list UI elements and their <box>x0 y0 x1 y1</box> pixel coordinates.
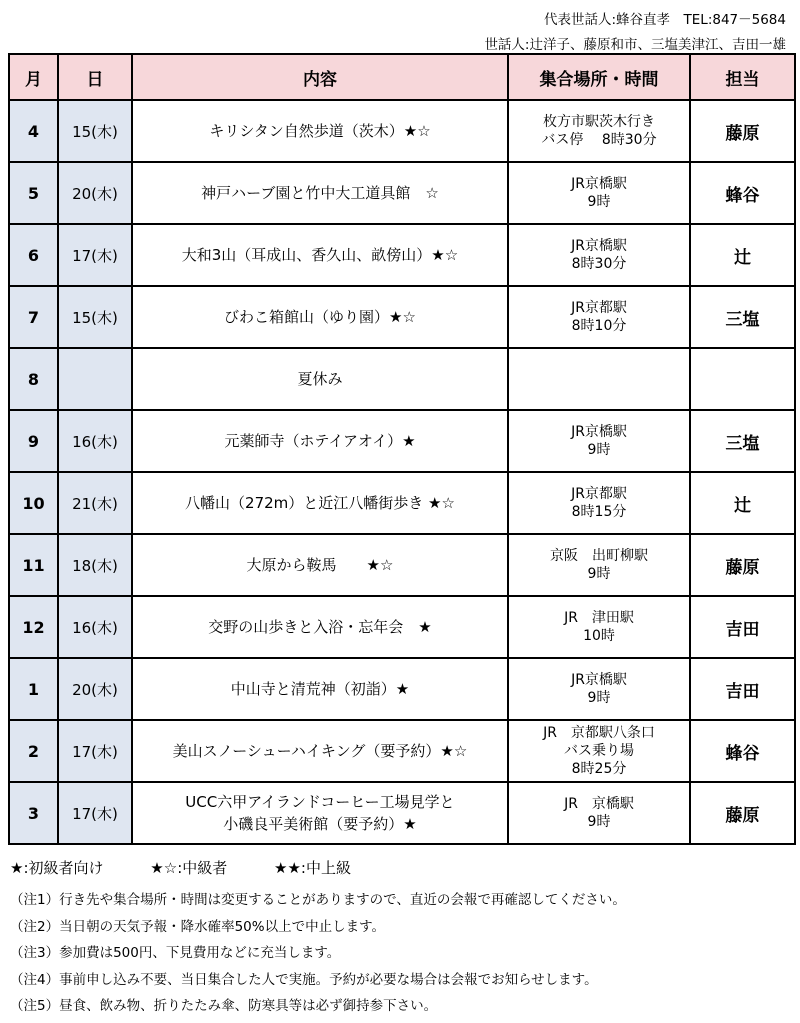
content-cell <box>132 534 508 596</box>
content-cell <box>132 410 508 472</box>
place-time-line: 8時15分 <box>571 504 627 520</box>
table-row <box>9 100 795 162</box>
place-time-cell <box>508 596 690 658</box>
month-cell: 1 <box>9 658 58 720</box>
content-cell <box>132 720 508 782</box>
place-time-cell <box>508 162 690 224</box>
month-cell: 8 <box>9 348 58 410</box>
place-time-line: 8時25分 <box>571 761 627 777</box>
place-time-cell <box>508 410 690 472</box>
person-cell: 藤原 <box>690 782 795 844</box>
place-time-line: 9時 <box>587 814 611 830</box>
content-line: UCC六甲アイランドコーヒー工場見学と <box>185 793 455 811</box>
person-cell: 三塩 <box>690 286 795 348</box>
content-cell <box>132 348 508 410</box>
table-row <box>9 782 795 844</box>
content-line: 神戸ハーブ園と竹中大工道具館 ☆ <box>201 184 439 202</box>
day-cell: 15(木) <box>58 100 132 162</box>
day-cell: 17(木) <box>58 224 132 286</box>
place-time-line: 8時30分 <box>571 256 627 272</box>
table-row <box>9 720 795 782</box>
table-header-row <box>9 54 795 100</box>
day-cell: 17(木) <box>58 720 132 782</box>
content-line: 中山寺と清荒神（初詣）★ <box>230 680 410 698</box>
table-row <box>9 596 795 658</box>
place-time-line: 枚方市駅茨木行き <box>543 114 655 130</box>
col-header-month: 月 <box>9 54 58 100</box>
place-time-line: JR京都駅 <box>571 486 627 502</box>
person-cell: 藤原 <box>690 534 795 596</box>
place-time-line: JR京橋駅 <box>571 176 627 192</box>
place-time-line: 8時10分 <box>571 318 627 334</box>
place-time-line: バス乗り場 <box>564 743 634 759</box>
place-time-line: 10時 <box>583 628 615 644</box>
table-row <box>9 472 795 534</box>
table-row <box>9 658 795 720</box>
place-time-cell <box>508 100 690 162</box>
place-time-line: JR 京都駅八条口 <box>543 725 655 741</box>
content-line: 夏休み <box>297 370 343 388</box>
content-line: 大原から鞍馬 ★☆ <box>246 556 394 574</box>
col-header-content: 内容 <box>132 54 508 100</box>
content-line: 小磯良平美術館（要予約）★ <box>223 815 417 833</box>
day-cell: 16(木) <box>58 596 132 658</box>
table-row <box>9 348 795 410</box>
content-cell <box>132 596 508 658</box>
place-time-cell <box>508 286 690 348</box>
month-cell: 4 <box>9 100 58 162</box>
table-row <box>9 410 795 472</box>
person-cell: 三塩 <box>690 410 795 472</box>
person-cell: 辻 <box>690 224 795 286</box>
content-cell <box>132 472 508 534</box>
content-cell <box>132 286 508 348</box>
content-cell <box>132 782 508 844</box>
place-time-cell <box>508 472 690 534</box>
place-time-cell <box>508 658 690 720</box>
person-cell: 吉田 <box>690 658 795 720</box>
day-cell: 18(木) <box>58 534 132 596</box>
representative-line: 代表世話人:蜂谷直孝 TEL:847－5684 <box>543 12 786 28</box>
day-cell: 15(木) <box>58 286 132 348</box>
place-time-line: バス停 8時30分 <box>541 132 657 148</box>
col-header-person: 担当 <box>690 54 795 100</box>
place-time-line: JR京橋駅 <box>571 672 627 688</box>
month-cell: 12 <box>9 596 58 658</box>
place-time-cell <box>508 720 690 782</box>
note-5: （注5）昼食、飲み物、折りたたみ傘、防寒具等は必ず御持参下さい。 <box>10 998 438 1014</box>
day-cell: 20(木) <box>58 162 132 224</box>
person-cell: 蜂谷 <box>690 720 795 782</box>
place-time-line: 9時 <box>587 566 611 582</box>
day-cell: 17(木) <box>58 782 132 844</box>
place-time-line: JR京橋駅 <box>571 424 627 440</box>
place-time-line: 9時 <box>587 690 611 706</box>
content-cell <box>132 658 508 720</box>
person-cell <box>690 348 795 410</box>
schedule-table <box>8 53 796 845</box>
note-2: （注2）当日朝の天気予報・降水確率50%以上で中止します。 <box>10 918 386 935</box>
month-cell: 9 <box>9 410 58 472</box>
month-cell: 7 <box>9 286 58 348</box>
place-time-line: 9時 <box>587 194 611 210</box>
table-row <box>9 534 795 596</box>
place-time-line: JR 津田駅 <box>564 610 634 626</box>
legend-intermediate: ★☆:中級者 <box>150 859 228 877</box>
day-cell <box>58 348 132 410</box>
content-line: 大和3山（耳成山、香久山、畝傍山）★☆ <box>181 246 459 264</box>
place-time-line: JR京都駅 <box>571 300 627 316</box>
content-cell <box>132 100 508 162</box>
place-time-line: JR京橋駅 <box>571 238 627 254</box>
content-line: 元薬師寺（ホテイアオイ）★ <box>224 432 416 450</box>
person-cell: 吉田 <box>690 596 795 658</box>
place-time-line: JR 京橋駅 <box>564 796 634 812</box>
table-row <box>9 224 795 286</box>
content-line: 交野の山歩きと入浴・忘年会 ★ <box>208 618 432 636</box>
month-cell: 11 <box>9 534 58 596</box>
content-line: キリシタン自然歩道（茨木）★☆ <box>209 122 431 140</box>
month-cell: 2 <box>9 720 58 782</box>
person-cell: 藤原 <box>690 100 795 162</box>
person-cell: 蜂谷 <box>690 162 795 224</box>
col-header-place-time: 集合場所・時間 <box>508 54 690 100</box>
legend-beginner: ★:初級者向け <box>10 859 104 877</box>
notes <box>10 887 792 1020</box>
content-cell <box>132 162 508 224</box>
person-cell: 辻 <box>690 472 795 534</box>
month-cell: 10 <box>9 472 58 534</box>
caretakers-line: 世話人:辻洋子、藤原和市、三塩美津江、吉田一雄 <box>484 37 786 53</box>
place-time-cell <box>508 224 690 286</box>
place-time-line: 京阪 出町柳駅 <box>550 548 648 564</box>
note-3: （注3）参加費は500円、下見費用などに充当します。 <box>10 945 341 961</box>
table-row <box>9 286 795 348</box>
day-cell: 16(木) <box>58 410 132 472</box>
place-time-cell <box>508 782 690 844</box>
month-cell: 6 <box>9 224 58 286</box>
day-cell: 21(木) <box>58 472 132 534</box>
content-line: 美山スノーシューハイキング（要予約）★☆ <box>172 742 468 760</box>
note-1: （注1）行き先や集合場所・時間は変更することがありますので、直近の会報で再確認してください。 <box>10 892 626 908</box>
table-row <box>9 162 795 224</box>
legend <box>10 857 393 878</box>
month-cell: 3 <box>9 782 58 844</box>
content-line: 八幡山（272m）と近江八幡街歩き ★☆ <box>185 494 455 512</box>
note-4: （注4）事前申し込み不要、当日集合した人で実施。予約が必要な場合は会報でお知らせします。 <box>10 971 598 988</box>
place-time-cell <box>508 534 690 596</box>
content-line: びわこ箱館山（ゆり園）★☆ <box>224 308 416 326</box>
day-cell: 20(木) <box>58 658 132 720</box>
place-time-line: 9時 <box>587 442 611 458</box>
place-time-cell <box>508 348 690 410</box>
month-cell: 5 <box>9 162 58 224</box>
col-header-day: 日 <box>58 54 132 100</box>
content-cell <box>132 224 508 286</box>
legend-upper-intermediate: ★★:中上級 <box>274 859 351 877</box>
